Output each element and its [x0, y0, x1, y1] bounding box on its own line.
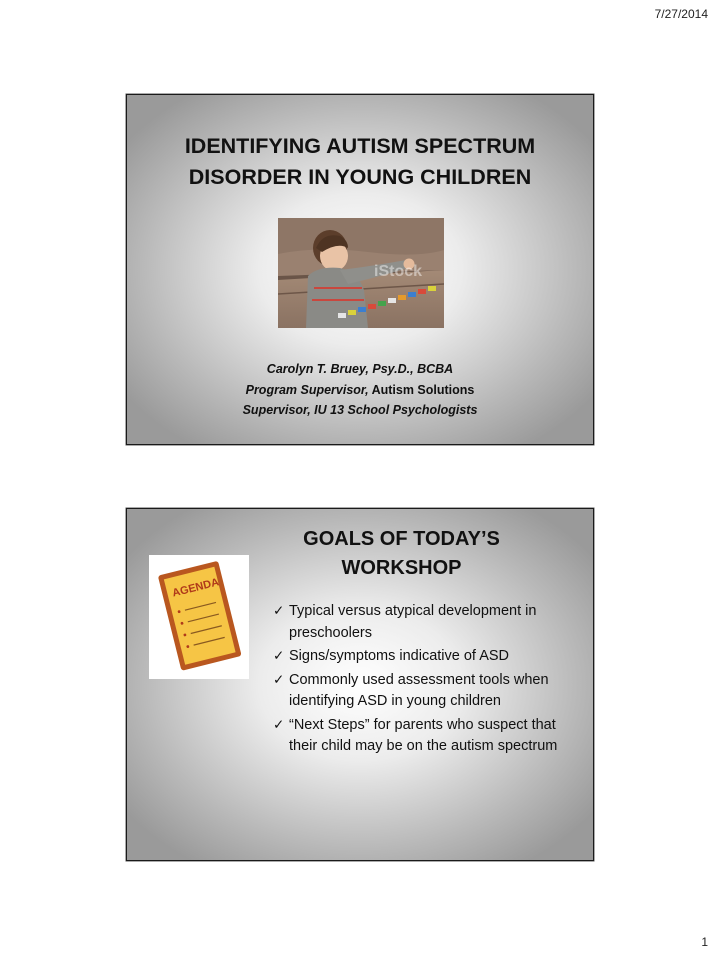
- presenter-name: Carolyn T. Bruey, Psy.D., BCBA: [266, 362, 454, 376]
- photo-watermark: iStock: [374, 263, 423, 280]
- check-icon: ✓: [273, 671, 285, 688]
- slide-title-heading: [127, 131, 593, 193]
- title-line-2: DISORDER IN YOUNG CHILDREN: [188, 165, 532, 189]
- page-date: 7/27/2014: [654, 7, 708, 21]
- agenda-label: AGENDA: [171, 576, 221, 600]
- check-icon: ✓: [273, 648, 285, 664]
- presenter-role: Program Supervisor, Autism Solutions: [245, 382, 475, 397]
- list-item: ✓ Commonly used assessment tools when identifying ASD in young children: [273, 671, 549, 709]
- agenda-clipboard-image: [149, 555, 249, 679]
- list-item: ✓ Typical versus atypical development in preschoolers: [273, 603, 537, 641]
- goals-list: [273, 601, 583, 760]
- child-with-toy-cars-image: [278, 218, 444, 328]
- goals-heading: [269, 525, 534, 583]
- presenter-credits: [127, 359, 593, 421]
- slide-goals: [126, 508, 594, 861]
- list-item: ✓ “Next Steps” for parents who suspect that their child may be on the autism spectrum: [273, 716, 558, 754]
- goals-title-line-1: GOALS OF TODAY’S: [303, 528, 500, 550]
- child-playing-photo: [278, 218, 444, 328]
- slide-title: [126, 94, 594, 445]
- presenter-affiliation: Supervisor, IU 13 School Psychologists: [242, 403, 478, 417]
- check-icon: ✓: [273, 716, 285, 733]
- agenda-notepad-icon: [149, 555, 249, 679]
- list-item: ✓ Signs/symptoms indicative of ASD: [273, 646, 583, 668]
- page-number: 1: [701, 935, 708, 949]
- title-line-1: IDENTIFYING AUTISM SPECTRUM: [184, 134, 536, 158]
- goals-title-line-2: WORKSHOP: [341, 557, 462, 579]
- check-icon: ✓: [273, 603, 285, 619]
